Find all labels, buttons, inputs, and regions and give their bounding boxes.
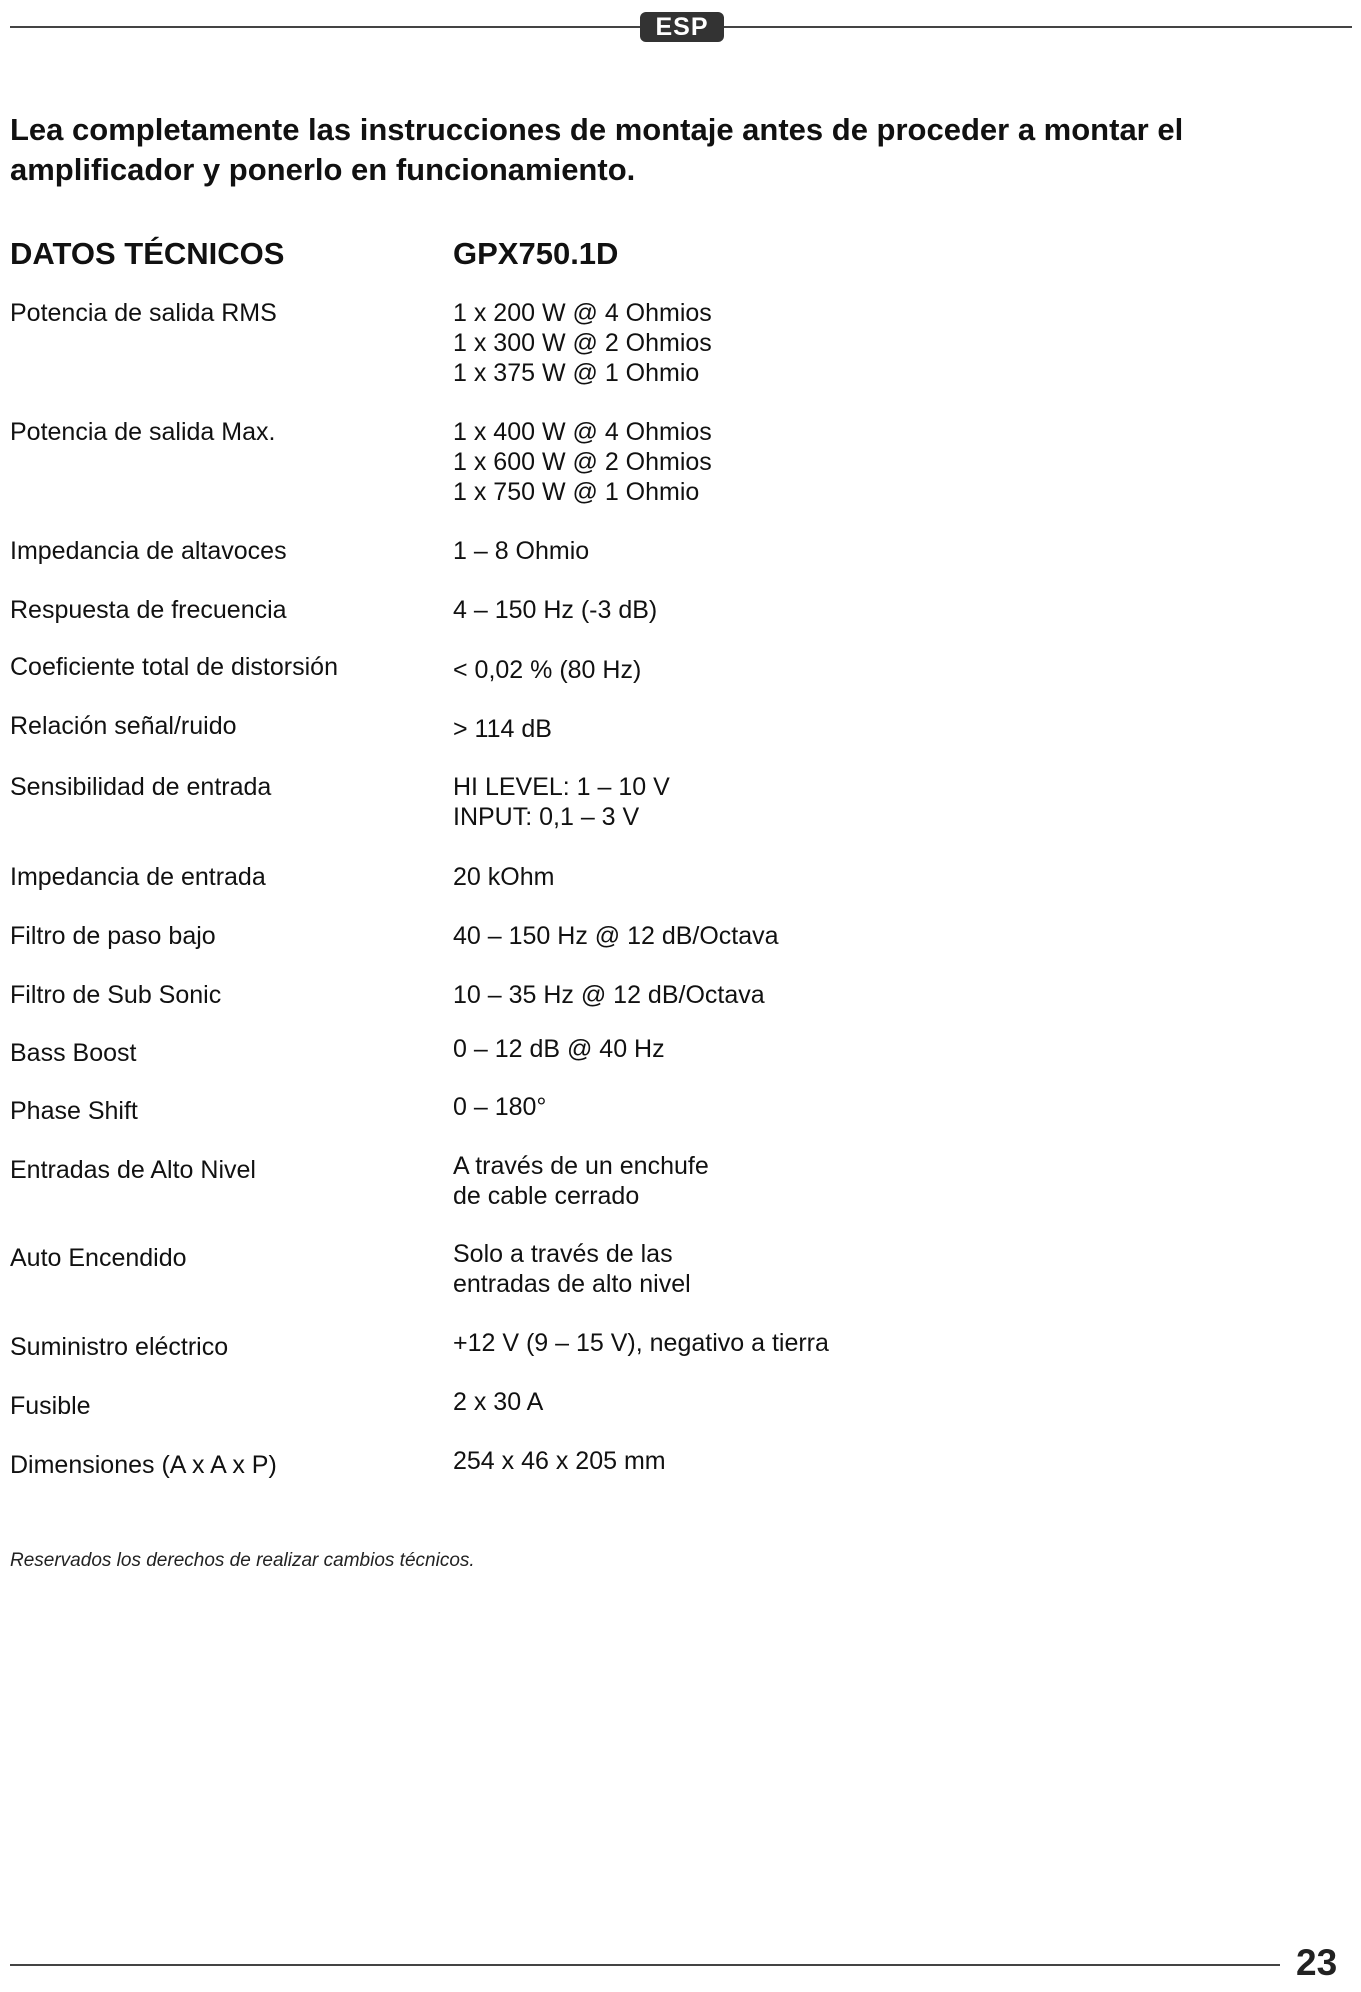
spec-value-line: 40 – 150 Hz @ 12 dB/Octava [453,922,779,950]
spec-label: Phase Shift [10,1097,138,1125]
spec-value [453,772,1253,832]
spec-label: Auto Encendido [10,1244,187,1272]
spec-value-line: 1 x 750 W @ 1 Ohmio [453,478,700,506]
spec-value-line: 1 x 200 W @ 4 Ohmios [453,299,712,327]
spec-value [453,536,1253,566]
spec-value [453,298,1253,388]
spec-label: Relación señal/ruido [10,712,237,740]
spec-value-line: A través de un enchufe [453,1152,709,1180]
footer-rule [10,1964,1280,1966]
disclaimer-note: Reservados los derechos de realizar cambios técnicos. [10,1550,475,1571]
spec-label: Dimensiones (A x A x P) [10,1451,277,1479]
spec-value-line: 1 – 8 Ohmio [453,537,590,565]
specs-heading: DATOS TÉCNICOS [10,236,285,271]
spec-label: Bass Boost [10,1039,137,1067]
spec-value [453,862,1253,892]
spec-label: Sensibilidad de entrada [10,773,272,801]
spec-value [453,1092,1253,1122]
spec-value-line: 4 – 150 Hz (-3 dB) [453,596,658,624]
spec-value [453,655,1253,685]
spec-value [453,1034,1253,1064]
spec-value-line: 2 x 30 A [453,1388,544,1416]
spec-value-line: < 0,02 % (80 Hz) [453,656,642,684]
spec-value-line: 254 x 46 x 205 mm [453,1447,666,1475]
spec-value [453,417,1253,507]
spec-label: Entradas de Alto Nivel [10,1156,256,1184]
spec-value-line: Solo a través de las [453,1240,673,1268]
spec-label: Impedancia de entrada [10,863,266,891]
spec-label: Suministro eléctrico [10,1333,229,1361]
spec-label: Fusible [10,1392,91,1420]
spec-value [453,1151,1253,1211]
spec-value-line: HI LEVEL: 1 – 10 V [453,773,670,801]
spec-value [453,1446,1253,1476]
spec-label: Filtro de paso bajo [10,922,216,950]
spec-label: Impedancia de altavoces [10,537,287,565]
spec-value [453,1387,1253,1417]
model-heading: GPX750.1D [453,236,619,271]
spec-value-line: INPUT: 0,1 – 3 V [453,803,640,831]
spec-value [453,595,1253,625]
spec-value [453,921,1253,951]
page-number: 23 [1296,1942,1338,1983]
spec-value-line: entradas de alto nivel [453,1270,691,1298]
spec-value [453,980,1253,1010]
intro-text: Lea completamente las instrucciones de montaje antes de proceder a montar el amplificador y ponerlo en funcionamiento. [10,112,1184,187]
spec-value-line: 0 – 12 dB @ 40 Hz [453,1035,665,1063]
spec-value [453,1328,1253,1358]
spec-value-line: 1 x 600 W @ 2 Ohmios [453,448,712,476]
language-badge: ESP [640,12,724,42]
spec-value-line: 20 kOhm [453,863,555,891]
spec-value-line: 0 – 180° [453,1093,547,1121]
spec-value-line: 1 x 375 W @ 1 Ohmio [453,359,700,387]
spec-value [453,1239,1253,1299]
spec-value-line: 10 – 35 Hz @ 12 dB/Octava [453,981,765,1009]
spec-value-line: +12 V (9 – 15 V), negativo a tierra [453,1329,829,1357]
spec-value-line: > 114 dB [453,715,552,743]
spec-value [453,714,1253,744]
spec-label: Potencia de salida Max. [10,418,276,446]
spec-label: Coeficiente total de distorsión [10,653,338,681]
spec-label: Potencia de salida RMS [10,299,277,327]
spec-label: Filtro de Sub Sonic [10,981,222,1009]
spec-value-line: 1 x 300 W @ 2 Ohmios [453,329,712,357]
spec-value-line: 1 x 400 W @ 4 Ohmios [453,418,712,446]
spec-label: Respuesta de frecuencia [10,596,287,624]
spec-value-line: de cable cerrado [453,1182,640,1210]
